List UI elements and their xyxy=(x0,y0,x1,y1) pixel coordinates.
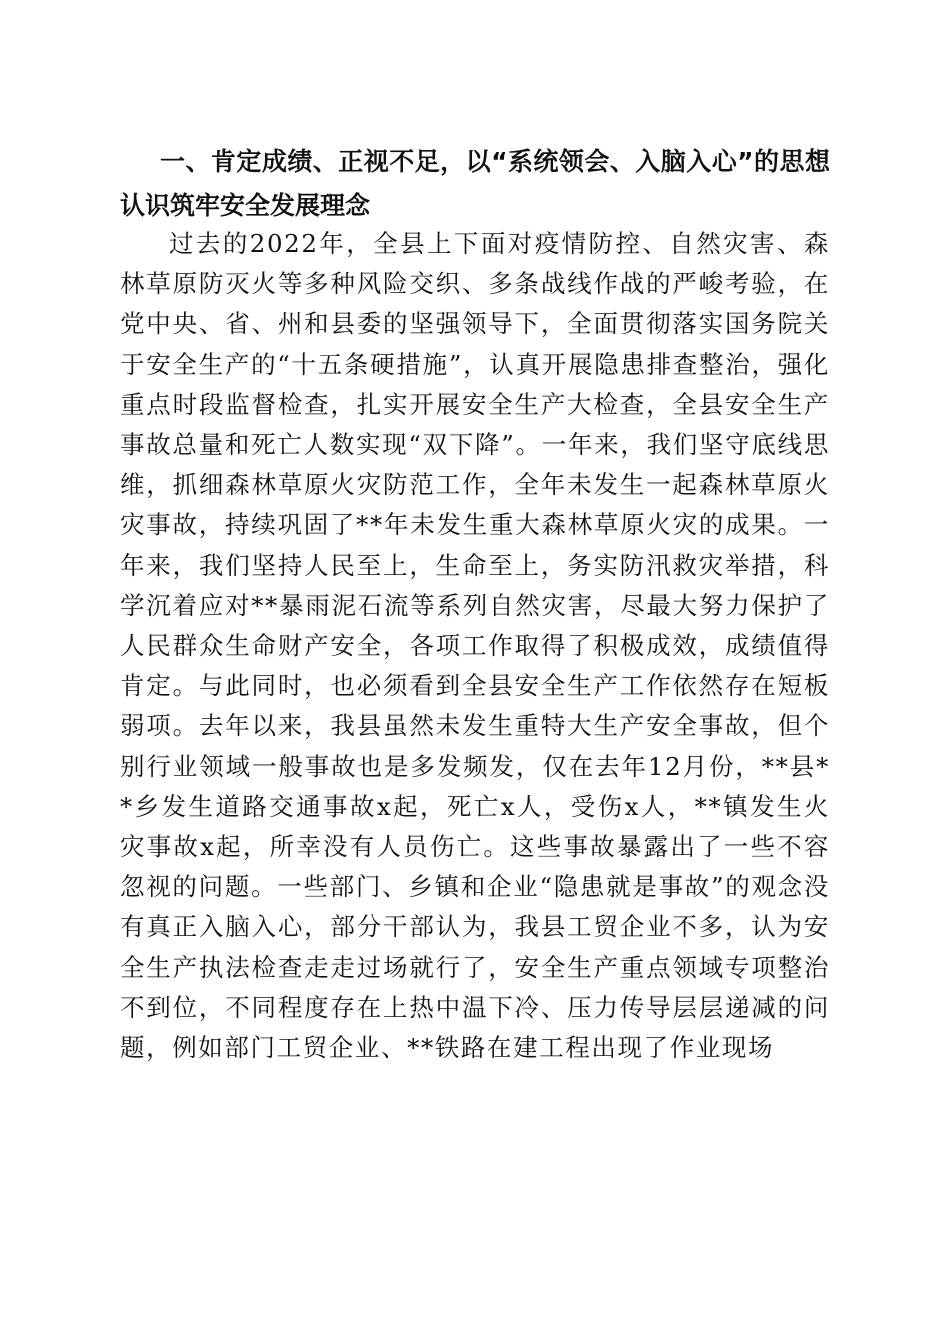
section-heading: 一、肯定成绩、正视不足，以“系统领会、入脑入心”的思想认识筑牢安全发展理念 xyxy=(120,147,830,220)
body-paragraph: 过去的2022年，全县上下面对疫情防控、自然灾害、森林草原防灭火等多种风险交织、多条战线作战的严峻考验，在党中央、省、州和县委的坚强领导下，全面贯彻落实国务院关于安全生产的“十五条硬措施”，认真开展隐患排查整治，强化重点时段监督检查，扎实开展安全生产大检查，全县安全生产事故总量和死亡人数实现“双下降”。一年来，我们坚守底线思维，抓细森林草原火灾防范工作，全年未发生一起森林草原火灾事故，持续巩固了**年未发生重大森林草原火灾的成果。一年来，我们坚持人民至上，生命至上，务实防汛救灾举措，科学沉着应对**暴雨泥石流等系列自然灾害，尽最大努力保护了人民群众生命财产安全，各项工作取得了积极成效，成绩值得肯定。与此同时，也必须看到全县安全生产工作依然存在短板弱项。去年以来，我县虽然未发生重特大生产安全事故，但个别行业领域一般事故也是多发频发，仅在去年12月份，**县**乡发生道路交通事故x起，死亡x人，受伤x人，**镇发生火灾事故x起，所幸没有人员伤亡。这些事故暴露出了一些不容忽视的问题。一些部门、乡镇和企业“隐患就是事故”的观念没有真正入脑入心，部分干部认为，我县工贸企业不多，认为安全生产执法检查走走过场就行了，安全生产重点领域专项整治不到位，不同程度存在上热中温下冷、压力传导层层递减的问题，例如部门工贸企业、**铁路在建工程出现了作业现场 xyxy=(120,229,830,1063)
